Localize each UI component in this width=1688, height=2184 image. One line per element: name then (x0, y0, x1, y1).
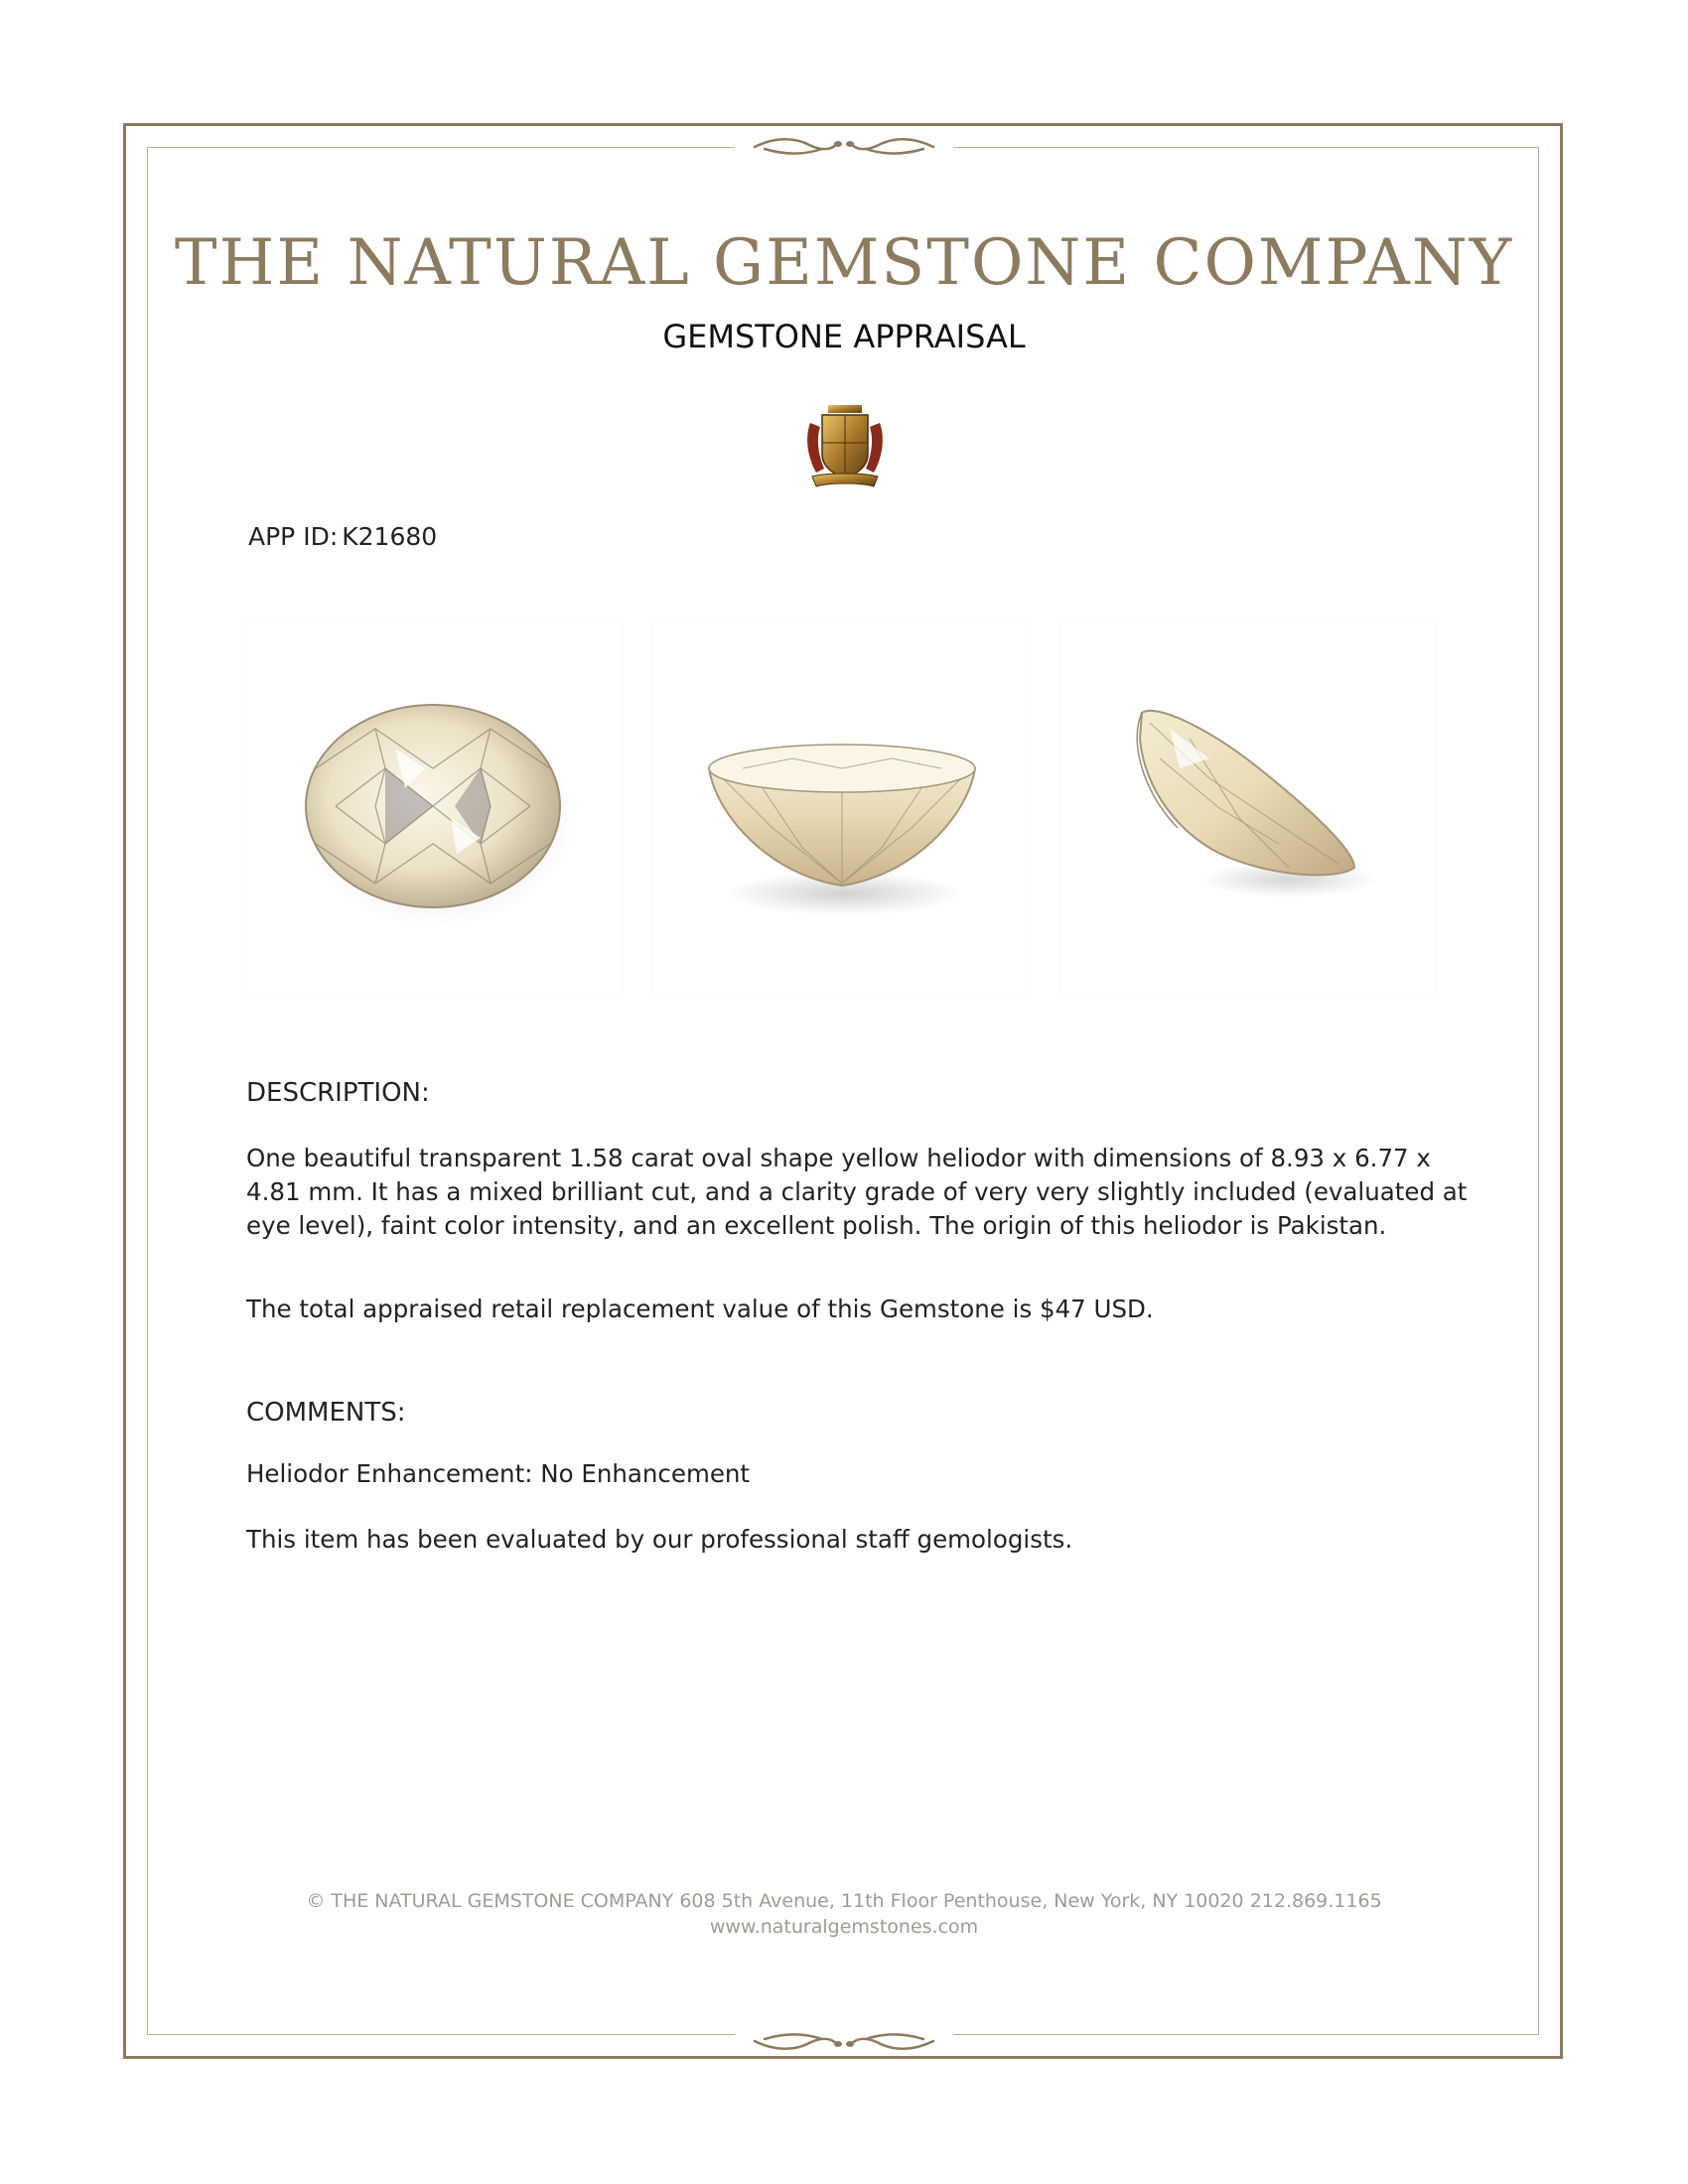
document-title: GEMSTONE APPRAISAL (662, 318, 1026, 355)
evaluation-text: This item has been evaluated by our professional staff gemologists. (246, 1525, 1073, 1554)
appraised-value-text: The total appraised retail replacement value of this Gemstone is $47 USD. (246, 1295, 1154, 1323)
bottom-flourish-ornament (735, 2027, 953, 2055)
comments-heading: COMMENTS: (246, 1398, 406, 1428)
app-id-value: K21680 (342, 522, 438, 551)
footer-address: © THE NATURAL GEMSTONE COMPANY 608 5th Avenue, 11th Floor Penthouse, New York, NY 10020 212.869.1165 (306, 1890, 1382, 1912)
footer-website: www.naturalgemstones.com (709, 1916, 979, 1938)
company-name: THE NATURAL GEMSTONE COMPANY (174, 226, 1514, 300)
app-id-label: APP ID: (248, 522, 339, 551)
gemstone-photo-angle-view (1060, 619, 1436, 995)
description-heading: DESCRIPTION: (246, 1078, 430, 1108)
enhancement-text: Heliodor Enhancement: No Enhancement (246, 1459, 751, 1488)
description-text: One beautiful transparent 1.58 carat oval shape yellow heliodor with dimensions of 8.93 x 6.77 x 4.81 mm. It has a mixed brilliant cut, and a clarity grade of very very slightly included (evaluated at eye level), faint color intensity, and an excellent polish. The origin of this heliodor is Pakistan. (246, 1144, 1468, 1240)
gemstone-photo-side-view (653, 619, 1029, 995)
company-crest-logo (802, 403, 888, 492)
top-flourish-ornament (735, 133, 953, 161)
gemstone-photo-top-view (246, 619, 622, 995)
app-id (248, 522, 437, 551)
